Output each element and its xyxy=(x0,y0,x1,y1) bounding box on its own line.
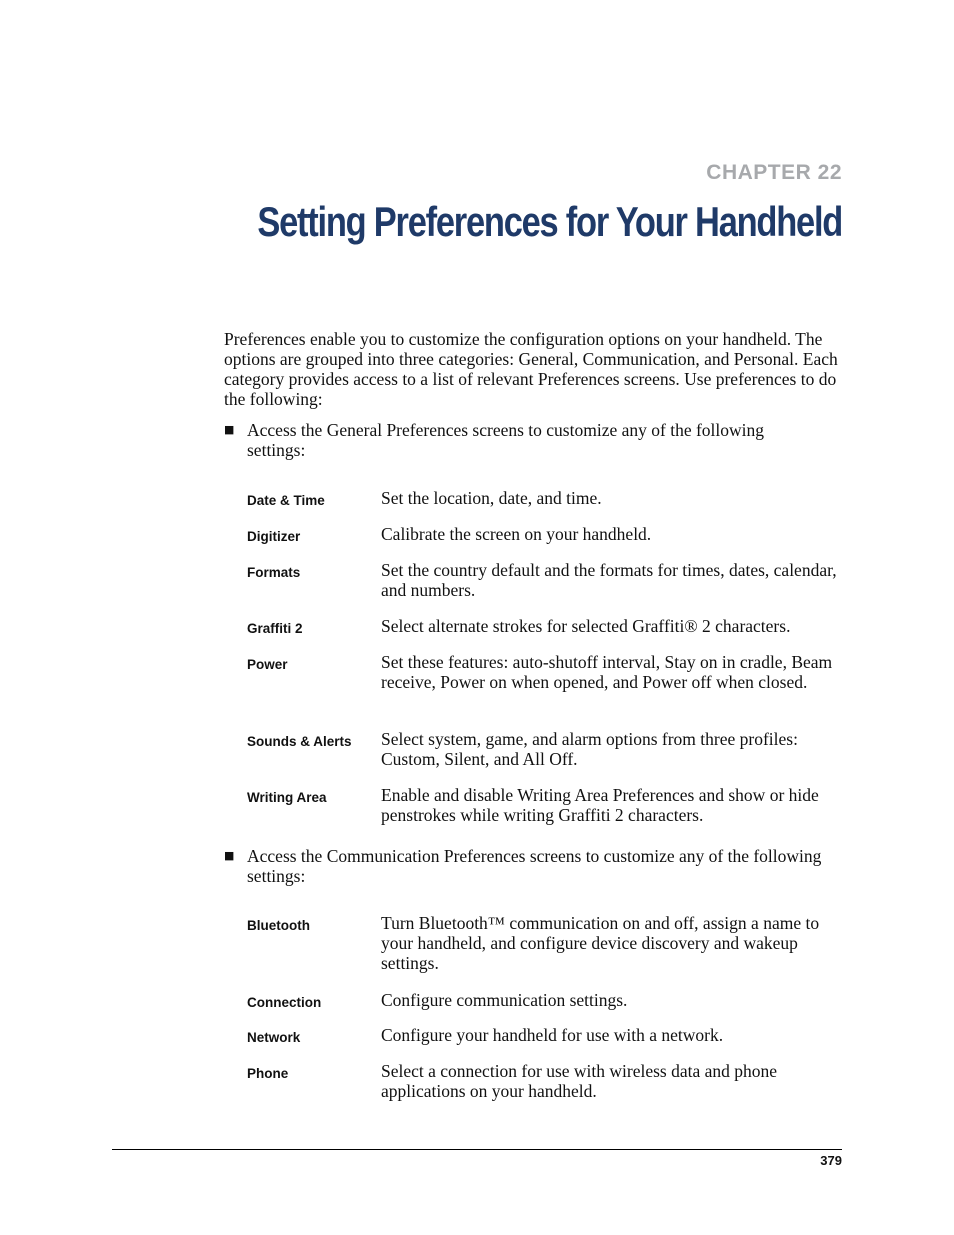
bullet-icon: ■ xyxy=(224,849,235,862)
setting-desc: Select system, game, and alarm options from three profiles: Custom, Silent, and All Off. xyxy=(381,729,798,769)
setting-row-graffiti-2 xyxy=(247,616,847,652)
setting-row-writing-area xyxy=(247,785,847,841)
setting-term: Formats xyxy=(247,565,301,580)
setting-term: Writing Area xyxy=(247,790,327,805)
bullet-general-text: Access the General Preferences screens to customize any of the following settings: xyxy=(247,420,765,460)
page-number: 379 xyxy=(820,1153,842,1168)
intro-paragraph: Preferences enable you to customize the configuration options on your handheld. The options are grouped into three categories: General, Communication, and Personal. Each category provides access to a list of relevant Preferences screens. Use preferences to do the following: xyxy=(224,329,838,409)
setting-desc: Select a connection for use with wireless data and phone applications on your handheld. xyxy=(381,1061,778,1101)
setting-term: Digitizer xyxy=(247,529,301,544)
communication-settings-list xyxy=(247,913,847,1117)
setting-desc: Set the location, date, and time. xyxy=(381,488,602,508)
bullet-communication xyxy=(224,846,824,886)
setting-desc: Calibrate the screen on your handheld. xyxy=(381,524,652,544)
bullet-icon: ■ xyxy=(224,423,235,436)
setting-row-connection xyxy=(247,990,847,1025)
general-settings-list xyxy=(247,488,847,841)
setting-row-network xyxy=(247,1025,847,1061)
bullet-communication-text: Access the Communication Preferences screens to customize any of the following settings: xyxy=(247,846,822,886)
setting-desc: Enable and disable Writing Area Preferences and show or hide penstrokes while writing Graffiti 2 characters. xyxy=(381,785,819,825)
setting-term: Connection xyxy=(247,995,322,1010)
setting-row-phone xyxy=(247,1061,847,1117)
setting-term: Bluetooth xyxy=(247,918,310,933)
setting-row-sounds-alerts xyxy=(247,729,847,785)
setting-desc: Configure your handheld for use with a network. xyxy=(381,1025,724,1045)
setting-term: Phone xyxy=(247,1066,289,1081)
setting-term: Sounds & Alerts xyxy=(247,734,352,749)
chapter-title: Setting Preferences for Your Handheld xyxy=(257,198,842,245)
chapter-label: CHAPTER 22 xyxy=(706,161,842,184)
setting-row-digitizer xyxy=(247,524,847,560)
setting-desc: Set these features: auto-shutoff interval, Stay on in cradle, Beam receive, Power on when opened, and Power off when closed. xyxy=(381,652,833,692)
setting-desc: Configure communication settings. xyxy=(381,990,628,1010)
setting-row-date-time xyxy=(247,488,847,524)
setting-row-bluetooth xyxy=(247,913,847,990)
footer-rule xyxy=(112,1149,842,1150)
setting-term: Date & Time xyxy=(247,493,325,508)
setting-desc: Select alternate strokes for selected Graffiti® 2 characters. xyxy=(381,616,791,636)
setting-term: Power xyxy=(247,657,288,672)
setting-term: Graffiti 2 xyxy=(247,621,303,636)
setting-row-formats xyxy=(247,560,847,616)
setting-desc: Set the country default and the formats for times, dates, calendar, and numbers. xyxy=(381,560,837,600)
setting-row-power xyxy=(247,652,847,729)
bullet-general xyxy=(224,420,824,460)
setting-term: Network xyxy=(247,1030,301,1045)
setting-desc: Turn Bluetooth™ communication on and off, assign a name to your handheld, and configure device discovery and wakeup settings. xyxy=(381,913,820,973)
